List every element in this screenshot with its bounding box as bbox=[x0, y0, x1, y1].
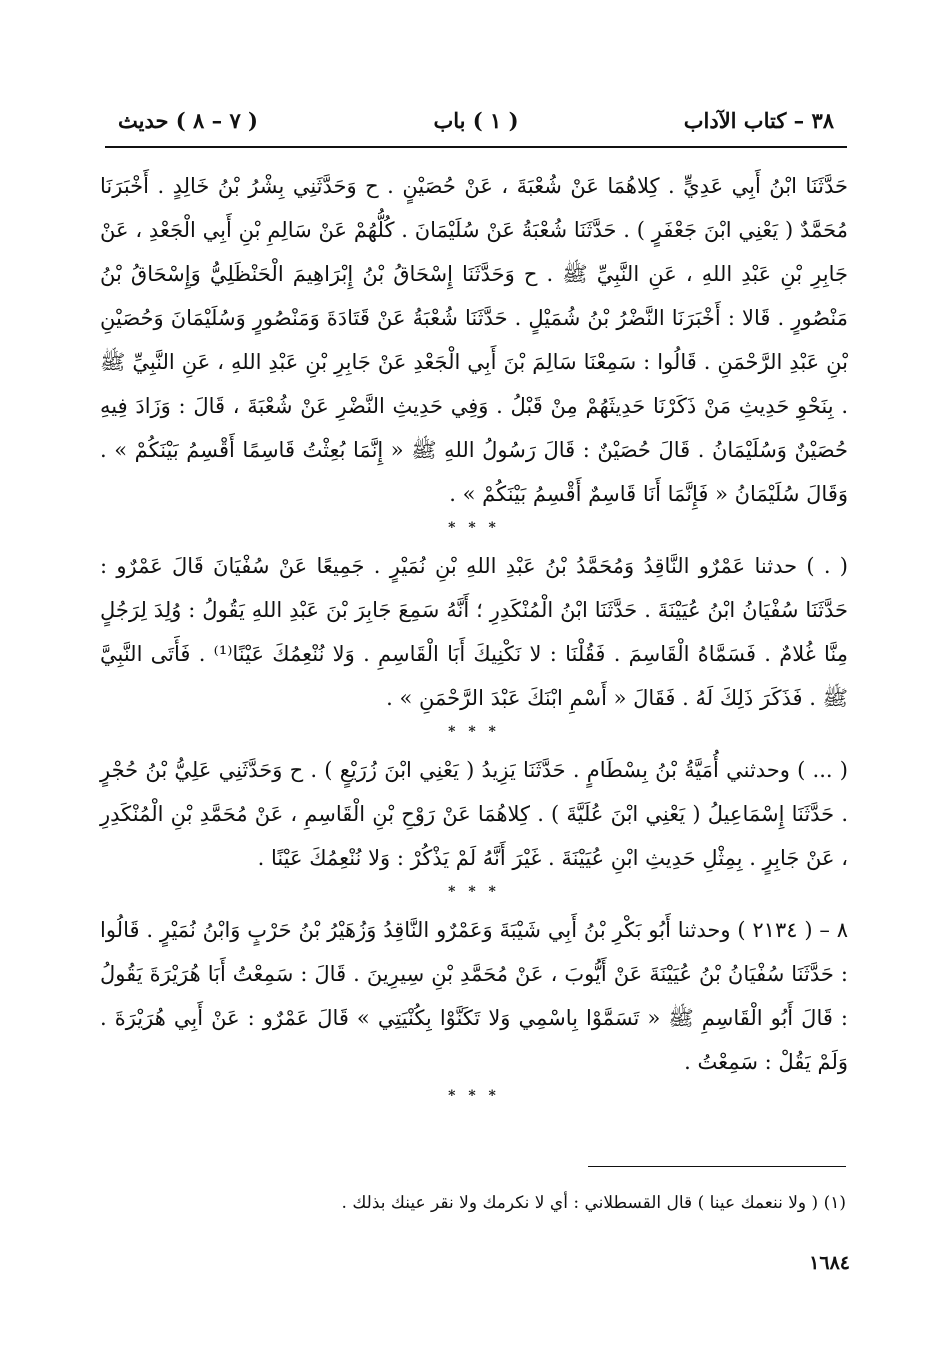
section-separator: * * * bbox=[448, 884, 500, 900]
chapter-label: ( ١ ) باب bbox=[433, 108, 519, 133]
running-header bbox=[118, 108, 834, 144]
footnote: (١) ( ولا ننعمك عينا ) قال القسطلاني : أي لا نكرمك ولا نقر عينك بذلك . bbox=[341, 1193, 846, 1213]
hadith-range: ( ٧ – ٨ ) حديث bbox=[118, 108, 258, 133]
section-separator: * * * bbox=[448, 520, 500, 536]
section-separator: * * * bbox=[448, 1088, 500, 1104]
paragraph-hadith-8: ٨ – ( ٢١٣٤ ) وحدثنا أَبُو بَكْرِ بْنُ أَبِي شَيْبَةَ وَعَمْرٌو النَّاقِدُ وَزُهَيْرُ بْنُ حَرْبٍ وَابْنُ نُمَيْرٍ . قَالُوا : حَدَّثَنَا سُفْيَانُ بْنُ عُيَيْنَةَ عَنْ أَيُّوبَ ، عَنْ مُحَمَّدِ بْنِ سِيرِينَ . قَالَ : سَمِعْتُ أَبَا هُرَيْرَةَ يَقُولُ : قَالَ أَبُو الْقَاسِمِ ﷺ « تَسَمَّوْا بِاسْمِي وَلا تَكَنَّوْا بِكُنْيَتِي » قَالَ عَمْرٌو : عَنْ أَبِي هُرَيْرَةَ . وَلَمْ يَقُلْ : سَمِعْتُ . bbox=[100, 918, 849, 1074]
paragraph-isnad-1: حَدَّثَنَا ابْنُ أَبِي عَدِيٍّ . كِلاهُمَا عَنْ شُعْبَةَ ، عَنْ حُصَيْنٍ . ح وَحَدَّثَنِي بِشْرُ بْنُ خَالِدٍ . أَخْبَرَنَا مُحَمَّدٌ ( يَعْنِي ابْنَ جَعْفَرٍ ) . حَدَّثَنَا شُعْبَةُ عَنْ سُلَيْمَانَ . كُلُّهُمْ عَنْ سَالِمِ بْنِ أَبِي الْجَعْدِ ، عَنْ جَابِرِ بْنِ عَبْدِ اللهِ ، عَنِ النَّبِيِّ ﷺ . ح وَحَدَّثَنَا إِسْحَاقُ بْنُ إِبْرَاهِيمَ الْحَنْظَلِيُّ وَإِسْحَاقُ بْنُ مَنْصُورٍ . قَالا : أَخْبَرَنَا النَّضْرُ بْنُ شُمَيْلٍ . حَدَّثَنَا شُعْبَةُ عَنْ قَتَادَةَ وَمَنْصُورٍ وَسُلَيْمَانَ وَحُصَيْنِ بْنِ عَبْدِ الرَّحْمَنِ . قَالُوا : سَمِعْنَا سَالِمَ بْنَ أَبِي الْجَعْدِ عَنْ جَابِرِ بْنِ عَبْدِ اللهِ ، عَنِ النَّبِيِّ ﷺ . بِنَحْوِ حَدِيثِ مَنْ ذَكَرْنَا حَدِيثَهُمْ مِنْ قَبْلُ . وَفِي حَدِيثِ النَّضْرِ عَنْ شُعْبَةَ ، قَالَ : وَزَادَ فِيهِ حُصَيْنٌ وَسُلَيْمَانُ . قَالَ حُصَيْنٌ : قَالَ رَسُولُ اللهِ ﷺ « إِنَّمَا بُعِثْتُ قَاسِمًا أَقْسِمُ بَيْنَكُمْ » . وَقَالَ سُلَيْمَانُ « فَإِنَّمَا أَنَا قَاسِمٌ أَقْسِمُ بَيْنَكُمْ » . bbox=[100, 174, 848, 506]
main-text bbox=[100, 164, 848, 1112]
section-separator: * * * bbox=[448, 724, 500, 740]
page-number: ١٦٨٤ bbox=[809, 1252, 850, 1274]
paragraph-hadith-umayya: ( ... ) وحدثني أُمَيَّةُ بْنُ بِسْطَامٍ . حَدَّثَنَا يَزِيدُ ( يَعْنِي ابْنَ زُرَيْعٍ ) . ح وَحَدَّثَنِي عَلِيُّ بْنُ حُجْرٍ . حَدَّثَنَا إِسْمَاعِيلُ ( يَعْنِي ابْنَ عُلَيَّةَ ) . كِلاهُمَا عَنْ رَوْحِ بْنِ الْقَاسِمِ ، عَنْ مُحَمَّدِ بْنِ الْمُنْكَدِرِ ، عَنْ جَابِرٍ . بِمِثْلِ حَدِيثِ ابْنِ عُيَيْنَةَ . غَيْرَ أَنَّهُ لَمْ يَذْكُرْ : وَلا نُنْعِمُكَ عَيْنًا . bbox=[100, 758, 848, 870]
header-rule bbox=[105, 146, 847, 148]
page-title: ٣٨ – كتاب الآداب bbox=[683, 108, 834, 133]
paragraph-hadith-amr: ( . ) حدثنا عَمْرٌو النَّاقِدُ وَمُحَمَّدُ بْنُ عَبْدِ اللهِ بْنِ نُمَيْرٍ . جَمِيعًا عَنْ سُفْيَانَ قَالَ عَمْرٌو : حَدَّثَنَا سُفْيَانُ ابْنُ عُيَيْنَةَ . حَدَّثَنَا ابْنُ الْمُنْكَدِرِ ؛ أَنَّهُ سَمِعَ جَابِرَ بْنَ عَبْدِ اللهِ يَقُولُ : وُلِدَ لِرَجُلٍ مِنَّا غُلامٌ . فَسَمَّاهُ الْقَاسِمَ . فَقُلْنَا : لا نَكْنِيكَ أَبَا الْقَاسِمِ . وَلا نُنْعِمُكَ عَيْنًا⁽¹⁾ . فَأَتَى النَّبِيَّ ﷺ . فَذَكَرَ ذَلِكَ لَهُ . فَقَالَ « أَسْمِ ابْنَكَ عَبْدَ الرَّحْمَنِ » . bbox=[100, 554, 848, 710]
footnote-rule bbox=[588, 1166, 846, 1167]
